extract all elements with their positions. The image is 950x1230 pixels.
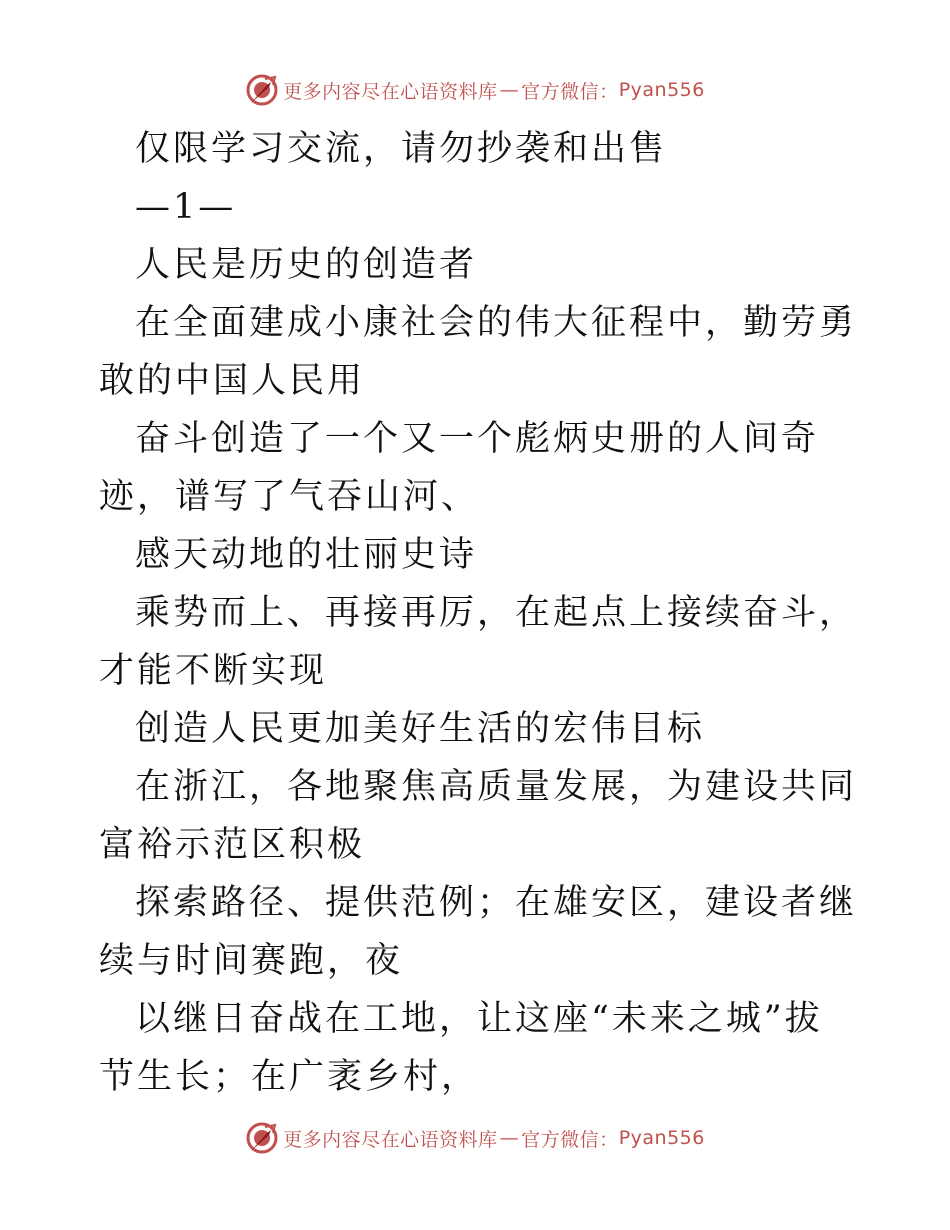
header-watermark	[0, 70, 950, 110]
page-number: —1—	[135, 187, 237, 227]
paragraph: 探索路径、提供范例；在雄安区，建设者继续与时间赛跑，夜	[99, 883, 858, 981]
watermark-separator: —	[499, 79, 520, 101]
paragraph: 奋斗创造了一个又一个彪炳史册的人间奇迹，谱写了气吞山河、	[99, 419, 820, 517]
watermark-wechat-label: 官方微信：	[521, 1128, 619, 1151]
paragraph: 乘势而上、再接再厉，在起点上接续奋斗，才能不断实现	[99, 593, 858, 691]
paragraph: 感天动地的壮丽史诗	[135, 535, 478, 575]
paragraph: 在浙江，各地聚焦高质量发展，为建设共同富裕示范区积极	[99, 767, 858, 865]
watermark-text: 更多内容尽在心语资料库	[283, 80, 498, 103]
document-body	[99, 120, 859, 1106]
watermark-wechat-id: Pyan556	[618, 79, 705, 101]
paragraph: 仅限学习交流，请勿抄袭和出售	[135, 129, 668, 169]
watermark-text: 更多内容尽在心语资料库	[283, 1128, 498, 1151]
watermark-separator: —	[499, 1127, 520, 1149]
section-title: 人民是历史的创造者	[135, 245, 478, 285]
footer-watermark	[0, 1118, 950, 1158]
watermark-wechat-label: 官方微信：	[521, 80, 619, 103]
pen-seal-icon	[245, 73, 279, 107]
paragraph: 以继日奋战在工地，让这座“未来之城”拔节生长；在广袤乡村，	[99, 999, 823, 1097]
pen-seal-icon	[245, 1121, 279, 1155]
watermark-wechat-id: Pyan556	[618, 1127, 705, 1149]
paragraph: 在全面建成小康社会的伟大征程中，勤劳勇敢的中国人民用	[99, 303, 858, 401]
paragraph: 创造人民更加美好生活的宏伟目标	[135, 709, 706, 749]
